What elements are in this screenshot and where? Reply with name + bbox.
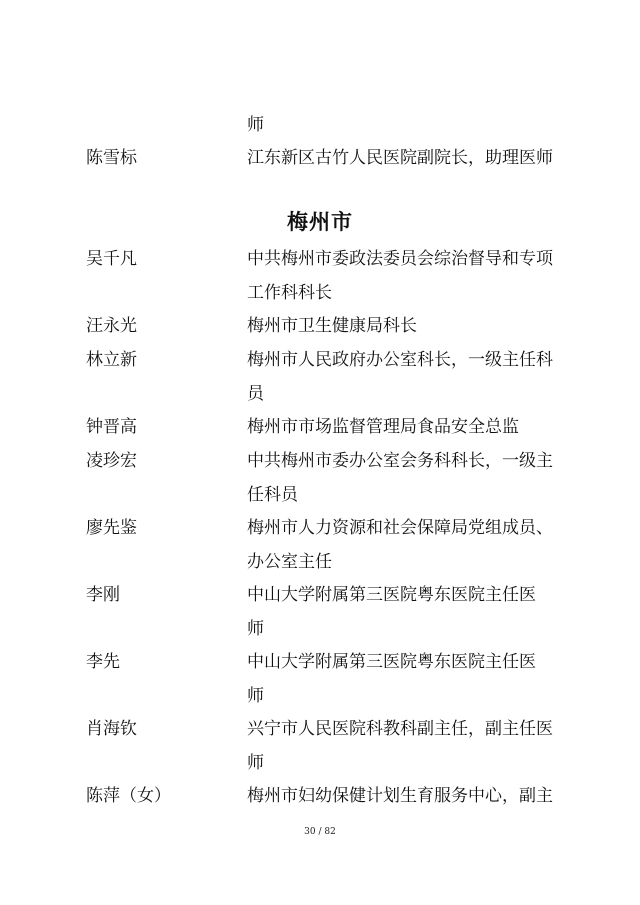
entry-role-line: 员: [247, 384, 264, 404]
entry-role-line: 中共梅州市委政法委员会综治督导和专项: [247, 249, 553, 269]
entry-role-line: 师: [247, 686, 264, 706]
section-title: 梅州市: [287, 210, 353, 234]
entry-role-line: 中山大学附属第三医院粤东医院主任医: [247, 652, 536, 672]
entry-role-line: 办公室主任: [247, 552, 332, 572]
entry-name: 肖海钦: [86, 719, 137, 739]
entry-name: 钟晋高: [86, 417, 137, 437]
entry-name: 李先: [86, 652, 120, 672]
entry-role-line: 梅州市人民政府办公室科长，一级主任科: [247, 350, 553, 370]
entry-role: 江东新区古竹人民医院副院长，助理医师: [247, 148, 553, 168]
entry-name: 林立新: [86, 350, 137, 370]
entry-role-line: 梅州市卫生健康局科长: [247, 316, 417, 336]
entry-role-line: 工作科科长: [247, 283, 332, 303]
entry-role-line: 任科员: [247, 485, 298, 505]
entry-name: 凌珍宏: [86, 451, 137, 471]
entry-name: 汪永光: [86, 316, 137, 336]
entry-name: 吴千凡: [86, 249, 137, 269]
entry-role-line: 师: [247, 619, 264, 639]
entry-name: 廖先鉴: [86, 518, 137, 538]
entry-name: 陈雪标: [86, 148, 137, 168]
entry-role-line: 中共梅州市委办公室会务科科长，一级主: [247, 451, 553, 471]
entry-name: 李刚: [86, 585, 120, 605]
continuation-text: 师: [247, 115, 264, 135]
entry-role-line: 梅州市人力资源和社会保障局党组成员、: [247, 518, 553, 538]
entry-role-line: 兴宁市人民医院科教科副主任，副主任医: [247, 719, 553, 739]
entry-role-line: 中山大学附属第三医院粤东医院主任医: [247, 585, 536, 605]
entry-role-line: 梅州市市场监督管理局食品安全总监: [247, 417, 519, 437]
entry-name: 陈萍（女）: [86, 786, 171, 806]
entry-role-line: 梅州市妇幼保健计划生育服务中心，副主: [247, 786, 553, 806]
page-number: 30 / 82: [304, 827, 336, 837]
entry-role-line: 师: [247, 753, 264, 773]
